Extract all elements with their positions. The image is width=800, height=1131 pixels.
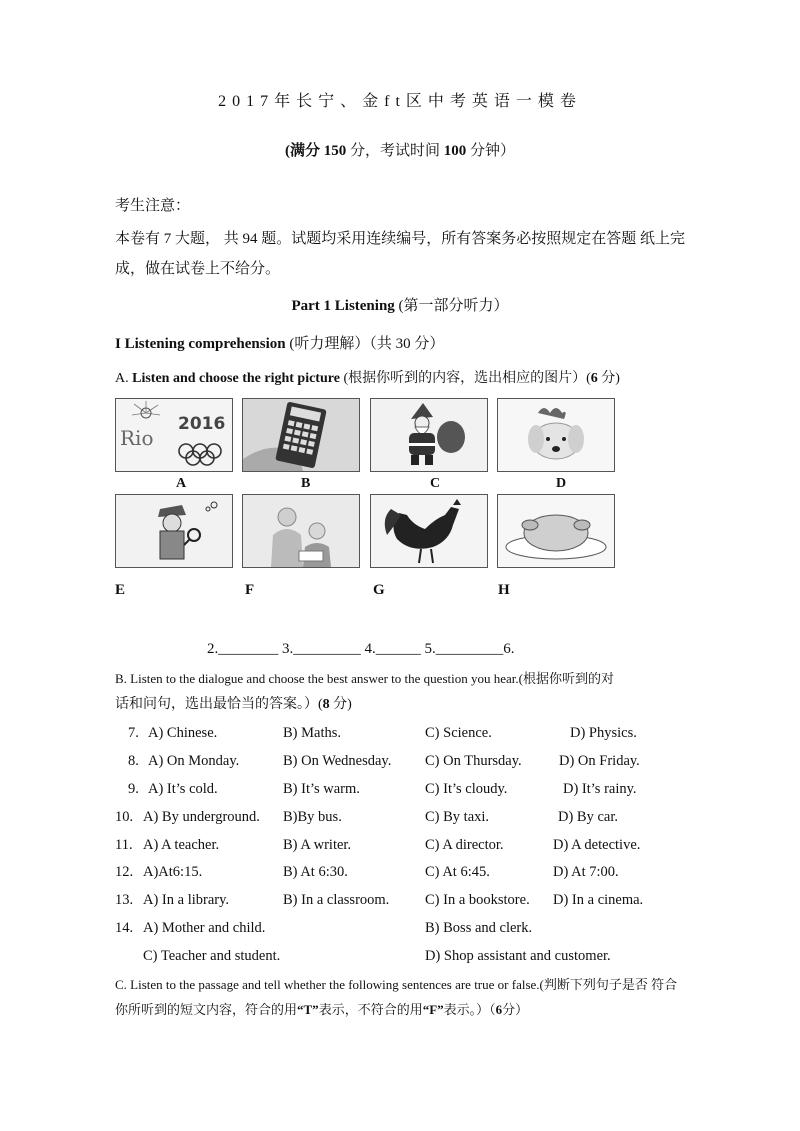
q10-option-d: D) By car.: [558, 809, 618, 825]
q14-option-d: D) Shop assistant and customer.: [425, 948, 611, 964]
year-text: 2016: [178, 414, 226, 434]
picture-label-h: H: [498, 582, 510, 598]
q10-option-b: B)By bus.: [283, 809, 342, 825]
sectionA-prefix: A.: [115, 371, 133, 386]
q11-option-d: D) A detective.: [553, 837, 641, 853]
part1-cn: (第一部分听力）: [394, 298, 509, 314]
q8-num: 8.: [128, 753, 139, 769]
q7-option-d: D) Physics.: [570, 725, 637, 741]
q9-num: 9.: [128, 781, 139, 797]
info-mid: 分，考试时间: [346, 143, 444, 159]
q9-option-a: A) It’s cold.: [148, 781, 218, 797]
true-mark: “T”: [297, 1002, 319, 1017]
picture-santa-claus: [370, 398, 488, 472]
q7-num: 7.: [128, 725, 139, 741]
sectionA-heading: [115, 367, 620, 387]
picture-calculator: [242, 398, 360, 472]
picture-mother-child-reading: [242, 494, 360, 568]
q9-option-c: C) It’s cloudy.: [425, 781, 508, 797]
q12-num: 12.: [115, 864, 134, 880]
sectionC-line2-text: 你所听到的短文内容，符合的用: [115, 1002, 298, 1017]
picture-roast-turkey: [497, 494, 615, 568]
q11-num: 11.: [115, 837, 133, 853]
q12-option-b: B) At 6:30.: [283, 864, 348, 880]
q11-option-a: A) A teacher.: [143, 837, 220, 853]
q11-option-c: C) A director.: [425, 837, 504, 853]
picture-label-f: F: [245, 582, 255, 598]
false-mark: “F”: [422, 1002, 444, 1017]
picture-detective: [115, 494, 233, 568]
picture-label-c: C: [430, 476, 441, 491]
sectionB-line2-text: 话和问句，选出最恰当的答案。）(: [115, 697, 323, 712]
q14-option-a: A) Mother and child.: [143, 920, 266, 936]
sectionC-line2-post: 表示。）（: [443, 1002, 496, 1017]
q14-option-b: B) Boss and clerk.: [425, 920, 533, 936]
q8-option-d: D) On Friday.: [559, 753, 640, 769]
q10-num: 10.: [115, 809, 134, 825]
q13-num: 13.: [115, 892, 134, 908]
notice-label: 考生注意：: [115, 198, 191, 214]
q9-option-b: B) It’s warm.: [283, 781, 360, 797]
sectionB-points: 8: [322, 697, 330, 712]
picture-label-g: G: [373, 582, 385, 598]
answer-blanks: 2.________ 3._________ 4.______ 5._________6.: [207, 641, 515, 657]
q13-option-d: D) In a cinema.: [553, 892, 644, 908]
picture-label-d: D: [556, 476, 567, 491]
q11-option-b: B) A writer.: [283, 837, 352, 853]
sectionA-en: Listen and choose the right picture: [132, 371, 340, 386]
part1-en: Part 1 Listening: [291, 298, 395, 314]
q7-option-a: A) Chinese.: [148, 725, 218, 741]
info-prefix: (满分: [284, 143, 324, 159]
q14-num: 14.: [115, 920, 134, 936]
section1-heading: [115, 332, 444, 353]
rio-text: Rio: [120, 426, 154, 450]
q9-option-d: D) It’s rainy.: [563, 781, 637, 797]
q7-option-c: C) Science.: [425, 725, 492, 741]
info-suffix: 分钟）: [466, 143, 516, 159]
sectionC-line2-end: 分）: [502, 1002, 529, 1017]
q13-option-a: A) In a library.: [143, 892, 230, 908]
sectionC-points: 6: [495, 1002, 503, 1017]
picture-label-b: B: [301, 476, 311, 491]
section1-cn: (听力理解）（共 30 分）: [285, 336, 445, 352]
picture-label-a: A: [176, 476, 187, 491]
picture-puppy: [497, 398, 615, 472]
q13-option-b: B) In a classroom.: [283, 892, 390, 908]
q7-option-b: B) Maths.: [283, 725, 341, 741]
sectionB-heading-line1: B. Listen to the dialogue and choose the best answer to the question you hear.(根据你听到的对: [115, 671, 614, 686]
q12-option-c: C) At 6:45.: [425, 864, 490, 880]
sectionC-heading-line2: [115, 999, 528, 1018]
q8-option-b: B) On Wednesday.: [283, 753, 392, 769]
sectionB-line2-end: 分): [329, 697, 352, 712]
q10-option-a: A) By underground.: [143, 809, 260, 825]
q14-option-c: C) Teacher and student.: [143, 948, 281, 964]
picture-rio-olympics: [115, 398, 233, 472]
sectionA-cn-end: 分): [597, 371, 620, 386]
q12-option-d: D) At 7:00.: [553, 864, 619, 880]
sectionA-points: 6: [590, 371, 598, 386]
q8-option-a: A) On Monday.: [148, 753, 240, 769]
exam-info: [0, 139, 800, 160]
sectionC-heading-line1: C. Listen to the passage and tell whether the following sentences are true or false.(判断下列句子是否 符合: [115, 977, 678, 992]
q10-option-c: C) By taxi.: [425, 809, 490, 825]
q8-option-c: C) On Thursday.: [425, 753, 522, 769]
picture-rooster: [370, 494, 488, 568]
notice-text: 本卷有 7 大题， 共 94 题。试题均采用连续编号，所有答案务必按照规定在答题 纸上完成，做在试卷上不给分。: [115, 231, 686, 277]
q13-option-c: C) In a bookstore.: [425, 892, 530, 908]
picture-label-e: E: [115, 582, 126, 598]
sectionA-cn: (根据你听到的内容，选出相应的图片）(: [339, 371, 591, 386]
sectionB-heading-line2: [115, 693, 352, 713]
total-score: 150: [323, 143, 347, 159]
page-title: 2017年长宁、金ft区中考英语一模卷: [218, 93, 582, 110]
part1-heading: [0, 294, 800, 315]
exam-time: 100: [443, 143, 467, 159]
q12-option-a: A)At6:15.: [143, 864, 203, 880]
sectionC-line2-mid: 表示，不符合的用: [318, 1002, 423, 1017]
section1-en: I Listening comprehension: [115, 336, 286, 352]
